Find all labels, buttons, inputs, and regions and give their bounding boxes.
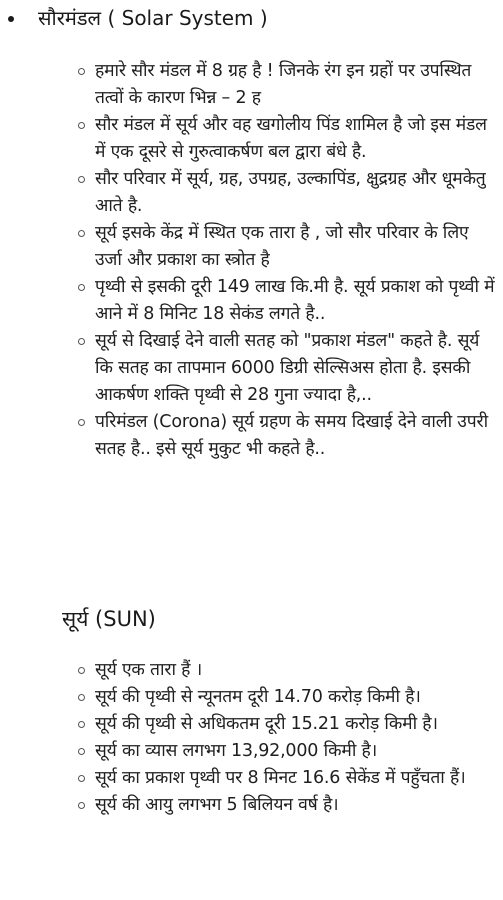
list-item-text: सूर्य एक तारा हैं । [95,660,203,680]
list-item-text: सूर्य की पृथ्वी से अधिकतम दूरी 15.21 करोड़ किमी है। [95,714,438,734]
list-item-text: सूर्य की पृथ्वी से न्यूनतम दूरी 14.70 करोड़ किमी है। [95,687,421,707]
list-item [95,765,495,792]
circle-bullet-icon [78,694,85,701]
list-item-text: सूर्य की आयु लगभग 5 बिलियन वर्ष है। [95,795,339,815]
list-item-text: परिमंडल (Corona) सूर्य ग्रहण के समय दिखाई देने वाली उपरी सतह है.. इसे सूर्य मुकुट भी कहते है.. [95,412,488,459]
list-item-text: हमारे सौर मंडल में 8 ग्रह है ! जिनके रंग इन ग्रहों पर उपस्थित तत्वों के कारण भिन्न – 2 ह [95,61,472,108]
list-item [95,711,495,738]
list-item [95,166,495,220]
solar-system-facts-list [95,58,495,463]
circle-bullet-icon [78,802,85,809]
list-item [95,58,495,112]
list-item [95,328,495,409]
circle-bullet-icon [78,667,85,674]
list-item-text: सूर्य इसके केंद्र में स्थित एक तारा है , जो सौर परिवार के लिए उर्जा और प्रकाश का स्त्रोत है [95,223,469,270]
list-item-text: पृथ्वी से इसकी दूरी 149 लाख कि.मी है. सूर्य प्रकाश को पृथ्वी में आने में 8 मिनिट 18 सेकंड लगते है.. [95,277,495,324]
circle-bullet-icon [78,176,85,183]
sun-heading: सूर्य (SUN) [62,607,156,631]
bullet-icon [8,16,14,22]
list-item-text: सूर्य से दिखाई देने वाली सतह को "प्रकाश मंडल" कहते है. सूर्य कि सतह का तापमान 6000 डिग्री सेल्सिअस होता है. इसकी आकर्षण शक्ति पृथ्वी से 28 गुना ज्यादा है,.. [95,331,480,405]
solar-system-list-item [38,4,498,32]
circle-bullet-icon [78,419,85,426]
circle-bullet-icon [78,68,85,75]
circle-bullet-icon [78,775,85,782]
sun-facts-list [95,657,495,819]
list-item-text: सूर्य का प्रकाश पृथ्वी पर 8 मिनट 16.6 सेकेंड में पहुँचता हैं। [95,768,466,788]
solar-system-title: सौरमंडल ( Solar System ) [38,6,268,30]
list-item [95,792,495,819]
list-item-text: सौर मंडल में सूर्य और वह खगोलीय पिंड शामिल है जो इस मंडल में एक दूसरे से गुरुत्वाकर्षण बल द्वारा बंधे है. [95,115,487,162]
list-item [95,274,495,328]
list-item [95,684,495,711]
list-item-text: सौर परिवार में सूर्य, ग्रह, उपग्रह, उल्कापिंड, क्षुद्रग्रह और धूमकेतु आते है. [95,169,486,216]
list-item [95,738,495,765]
list-item [95,409,495,463]
list-item [95,220,495,274]
list-item [95,112,495,166]
circle-bullet-icon [78,230,85,237]
list-item-text: सूर्य का व्यास लगभग 13,92,000 किमी है। [95,741,378,761]
circle-bullet-icon [78,748,85,755]
circle-bullet-icon [78,122,85,129]
list-item [95,657,495,684]
circle-bullet-icon [78,284,85,291]
circle-bullet-icon [78,721,85,728]
circle-bullet-icon [78,338,85,345]
